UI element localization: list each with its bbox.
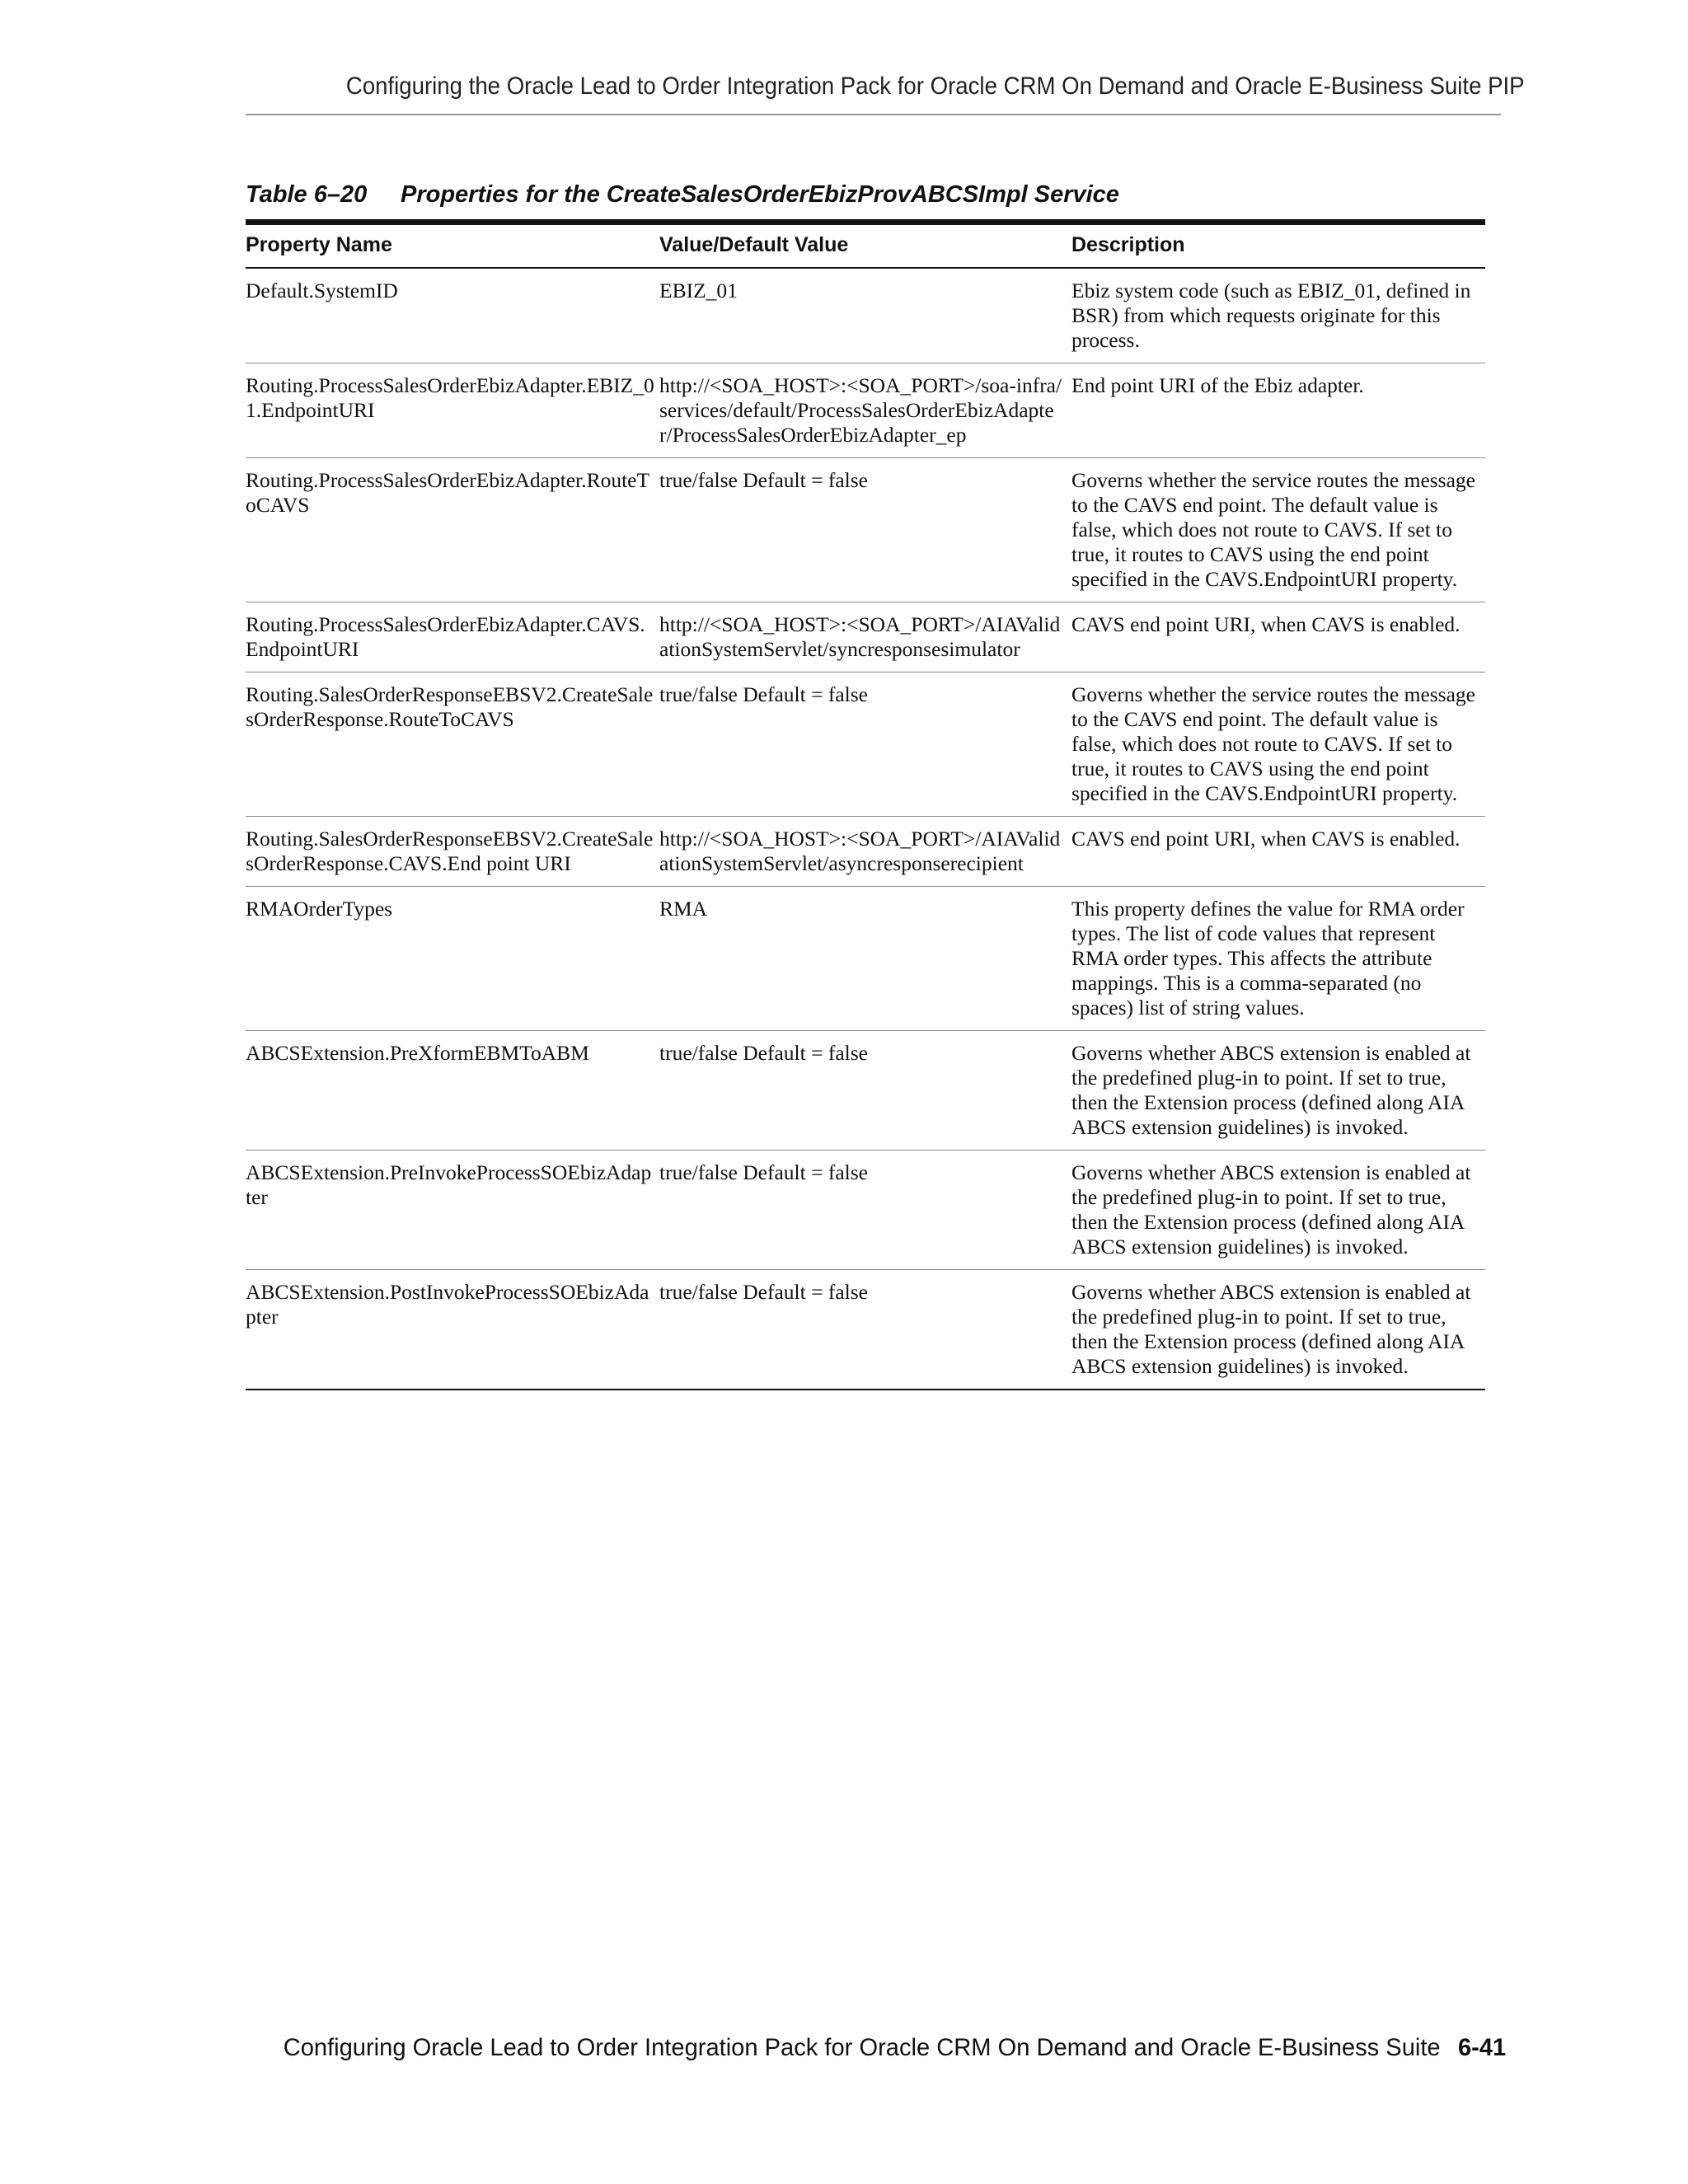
running-header: Configuring the Oracle Lead to Order Integration Pack for Oracle CRM On Demand and Oracle E-Business Suite PIP bbox=[345, 73, 1525, 100]
property-name-cell: ABCSExtension.PreXformEBMToABM bbox=[246, 1031, 659, 1151]
column-header-value: Value/Default Value bbox=[659, 223, 1071, 269]
property-description-cell: This property defines the value for RMA order types. The list of code values that represent RMA order types. This affects the attribute mappings. This is a comma-separated (no spaces) list of string values. bbox=[1071, 887, 1485, 1031]
table-caption bbox=[246, 181, 1485, 209]
property-description-cell: End point URI of the Ebiz adapter. bbox=[1071, 363, 1485, 458]
property-name-cell: Routing.ProcessSalesOrderEbizAdapter.RouteToCAVS bbox=[246, 458, 659, 602]
page-footer bbox=[283, 2034, 1507, 2062]
property-value-cell: true/false Default = false bbox=[659, 1151, 1071, 1270]
table-row bbox=[246, 1270, 1485, 1390]
table-number: Table 6–20 bbox=[246, 181, 368, 208]
page-number: 6-41 bbox=[1457, 2034, 1507, 2061]
property-value-cell: EBIZ_01 bbox=[659, 268, 1071, 363]
property-description-cell: Ebiz system code (such as EBIZ_01, defined in BSR) from which requests originate for this process. bbox=[1071, 268, 1485, 363]
property-value-cell: http://<SOA_HOST>:<SOA_PORT>/AIAValidationSystemServlet/asyncresponserecipient bbox=[659, 817, 1071, 887]
property-description-cell: Governs whether ABCS extension is enabled at the predefined plug-in to point. If set to true, then the Extension process (defined along AIA ABCS extension guidelines) is invoked. bbox=[1071, 1031, 1485, 1151]
property-name-cell: Routing.SalesOrderResponseEBSV2.CreateSalesOrderResponse.CAVS.End point URI bbox=[246, 817, 659, 887]
table-row bbox=[246, 1031, 1485, 1151]
property-value-cell: RMA bbox=[659, 887, 1071, 1031]
footer-text: Configuring Oracle Lead to Order Integration Pack for Oracle CRM On Demand and Oracle E-Business Suite bbox=[283, 2034, 1441, 2061]
property-value-cell: true/false Default = false bbox=[659, 673, 1071, 817]
table-row bbox=[246, 673, 1485, 817]
table-row bbox=[246, 817, 1485, 887]
table-row bbox=[246, 363, 1485, 458]
property-description-cell: Governs whether the service routes the message to the CAVS end point. The default value is false, which does not route to CAVS. If set to true, it routes to CAVS using the end point specified in the CAVS.EndpointURI property. bbox=[1071, 673, 1485, 817]
header-rule bbox=[246, 114, 1501, 115]
property-value-cell: true/false Default = false bbox=[659, 1270, 1071, 1390]
property-name-cell: Routing.ProcessSalesOrderEbizAdapter.EBIZ_01.EndpointURI bbox=[246, 363, 659, 458]
property-name-cell: Default.SystemID bbox=[246, 268, 659, 363]
property-name-cell: ABCSExtension.PostInvokeProcessSOEbizAdapter bbox=[246, 1270, 659, 1390]
properties-table-container bbox=[246, 219, 1485, 1390]
column-header-property-name: Property Name bbox=[246, 223, 659, 269]
property-description-cell: CAVS end point URI, when CAVS is enabled. bbox=[1071, 602, 1485, 673]
property-name-cell: RMAOrderTypes bbox=[246, 887, 659, 1031]
property-name-cell: ABCSExtension.PreInvokeProcessSOEbizAdapter bbox=[246, 1151, 659, 1270]
properties-table bbox=[246, 219, 1485, 1390]
property-value-cell: http://<SOA_HOST>:<SOA_PORT>/soa-infra/services/default/ProcessSalesOrderEbizAdapter/ProcessSalesOrderEbizAdapter_ep bbox=[659, 363, 1071, 458]
column-header-description: Description bbox=[1071, 223, 1485, 269]
table-row bbox=[246, 887, 1485, 1031]
property-description-cell: Governs whether the service routes the message to the CAVS end point. The default value is false, which does not route to CAVS. If set to true, it routes to CAVS using the end point specified in the CAVS.EndpointURI property. bbox=[1071, 458, 1485, 602]
property-description-cell: CAVS end point URI, when CAVS is enabled. bbox=[1071, 817, 1485, 887]
property-description-cell: Governs whether ABCS extension is enabled at the predefined plug-in to point. If set to true, then the Extension process (defined along AIA ABCS extension guidelines) is invoked. bbox=[1071, 1151, 1485, 1270]
table-row bbox=[246, 1151, 1485, 1270]
table-row bbox=[246, 458, 1485, 602]
property-value-cell: true/false Default = false bbox=[659, 1031, 1071, 1151]
property-name-cell: Routing.ProcessSalesOrderEbizAdapter.CAVS.EndpointURI bbox=[246, 602, 659, 673]
table-row bbox=[246, 268, 1485, 363]
table-title: Properties for the CreateSalesOrderEbizProvABCSImpl Service bbox=[401, 181, 1119, 208]
property-value-cell: http://<SOA_HOST>:<SOA_PORT>/AIAValidationSystemServlet/syncresponsesimulator bbox=[659, 602, 1071, 673]
table-row bbox=[246, 602, 1485, 673]
property-description-cell: Governs whether ABCS extension is enabled at the predefined plug-in to point. If set to true, then the Extension process (defined along AIA ABCS extension guidelines) is invoked. bbox=[1071, 1270, 1485, 1390]
property-value-cell: true/false Default = false bbox=[659, 458, 1071, 602]
property-name-cell: Routing.SalesOrderResponseEBSV2.CreateSalesOrderResponse.RouteToCAVS bbox=[246, 673, 659, 817]
table-header-row bbox=[246, 223, 1485, 269]
